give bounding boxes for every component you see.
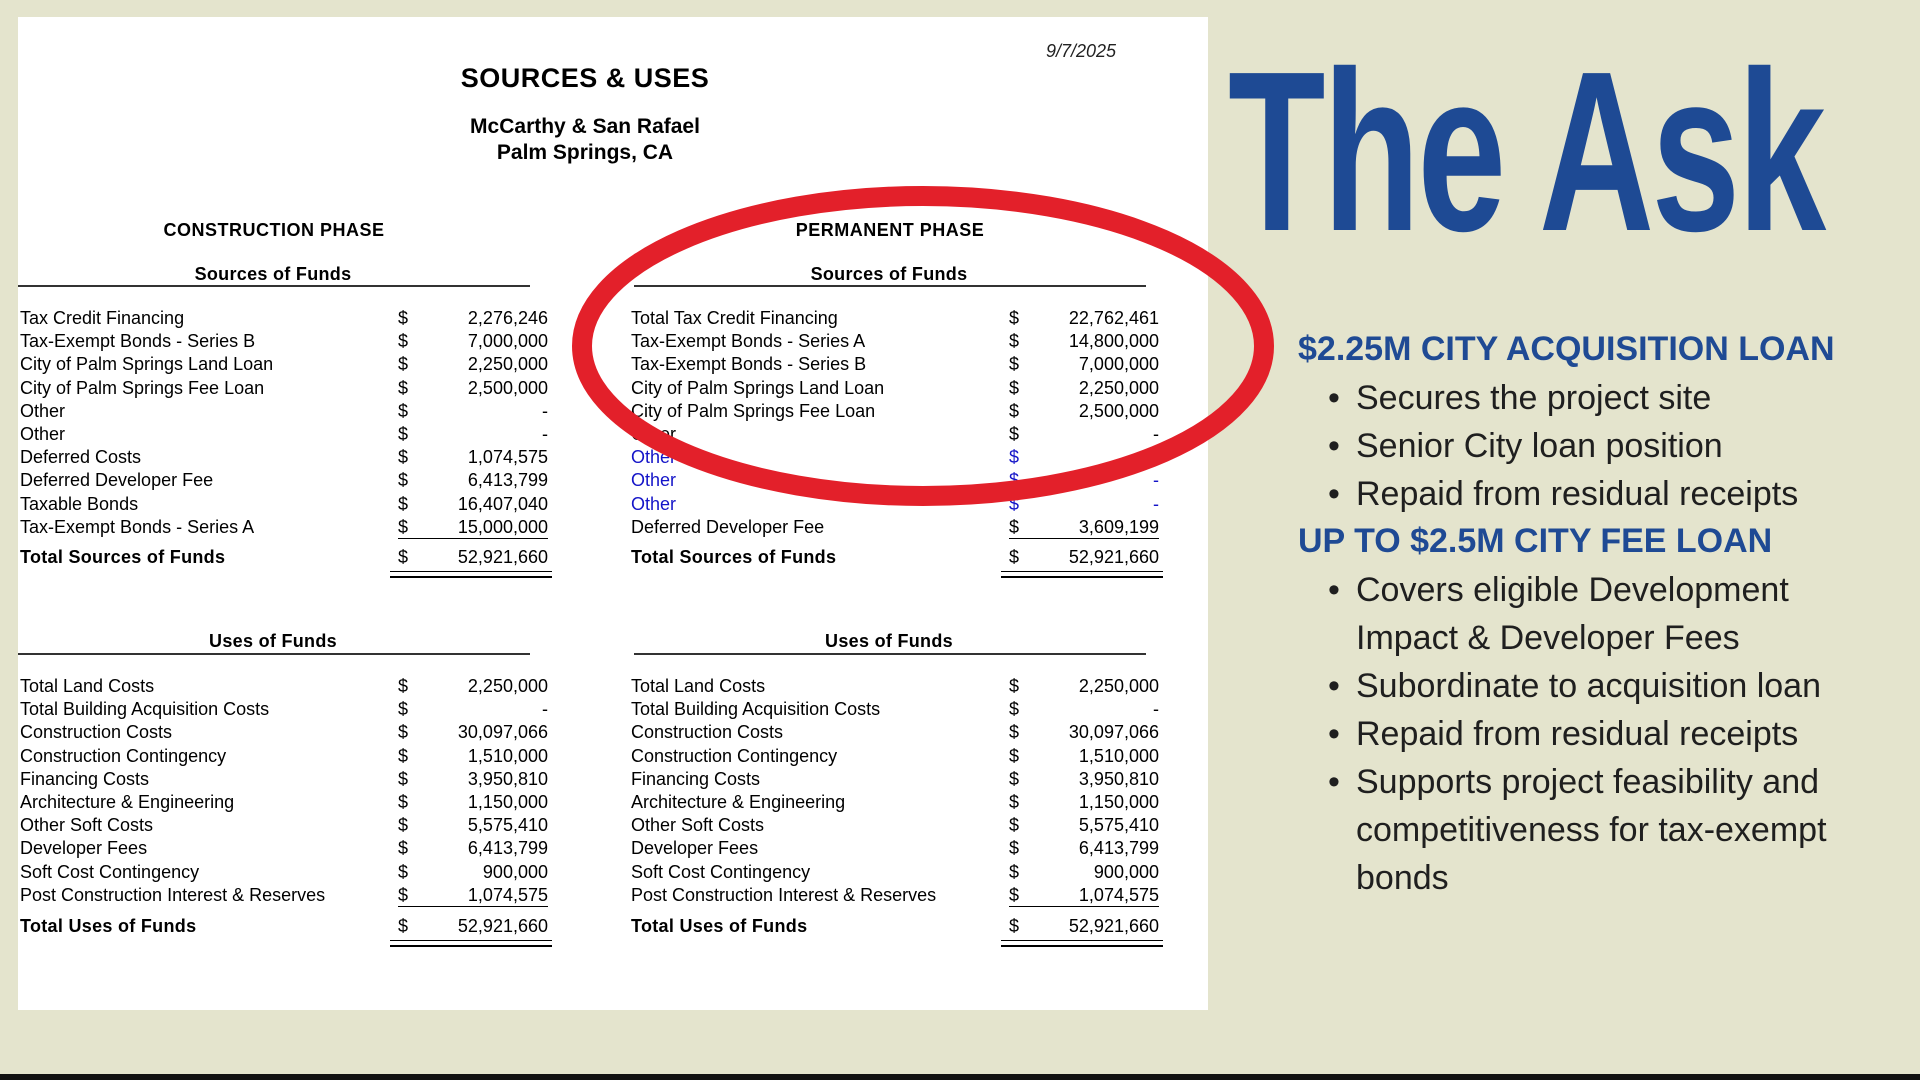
row-value: 15,000,000 <box>398 517 548 539</box>
row-label: Financing Costs <box>631 768 761 789</box>
row-value: 3,950,810 <box>1078 768 1159 789</box>
row-value: 6,413,799 <box>1078 838 1159 859</box>
row-label: Architecture & Engineering <box>631 791 846 812</box>
row-label: Tax-Exempt Bonds - Series A <box>631 331 866 352</box>
document-title: SOURCES & USES <box>460 63 710 93</box>
currency-symbol: $ <box>1009 447 1020 468</box>
bullet-item: • Secures the project site <box>1328 374 1888 422</box>
row-value: - <box>542 423 548 444</box>
row-value: 2,500,000 <box>1078 400 1159 421</box>
row-value: 6,413,799 <box>467 838 548 859</box>
row-label: Tax Credit Financing <box>20 308 185 328</box>
project-name: McCarthy & San Rafael <box>470 115 700 138</box>
currency-symbol: $ <box>398 676 409 696</box>
row-label: Post Construction Interest & Reserves <box>20 884 326 905</box>
bullet-item: • Repaid from residual receipts <box>1328 710 1888 758</box>
row-value: 6,413,799 <box>467 470 548 491</box>
row-value: 1,074,575 <box>467 447 548 468</box>
row-value: 2,250,000 <box>467 354 548 375</box>
row-value: 1,074,575 <box>398 885 548 907</box>
row-value: 5,575,410 <box>1078 815 1159 836</box>
row-value: 14,800,000 <box>1068 331 1159 352</box>
currency-symbol: $ <box>398 308 409 328</box>
currency-symbol: $ <box>1009 331 1020 352</box>
currency-symbol: $ <box>1009 354 1020 375</box>
total-value: 52,921,660 <box>457 916 548 936</box>
currency-symbol: $ <box>398 916 409 936</box>
total-label: Total Sources of Funds <box>20 547 226 567</box>
currency-symbol: $ <box>398 745 409 766</box>
row-label: Other <box>631 470 677 491</box>
row-label: City of Palm Springs Fee Loan <box>631 400 876 421</box>
row-value: - <box>542 400 548 421</box>
currency-symbol: $ <box>398 331 409 352</box>
currency-symbol: $ <box>1009 861 1020 882</box>
currency-symbol: $ <box>1009 470 1020 491</box>
total-label: Total Sources of Funds <box>631 547 837 567</box>
row-value: 1,150,000 <box>467 791 548 812</box>
currency-symbol: $ <box>398 791 409 812</box>
total-value: 52,921,660 <box>457 547 548 567</box>
row-value: 2,250,000 <box>1078 676 1159 696</box>
row-label: Architecture & Engineering <box>20 791 235 812</box>
row-value: 7,000,000 <box>467 331 548 352</box>
currency-symbol: $ <box>398 884 409 905</box>
row-label: Developer Fees <box>631 838 759 859</box>
currency-symbol: $ <box>1009 916 1020 936</box>
row-label: Total Tax Credit Financing <box>631 308 838 328</box>
bullet-dot: • <box>1328 763 1340 801</box>
currency-symbol: $ <box>1009 815 1020 836</box>
bullet-dot: • <box>1328 427 1340 465</box>
divider <box>634 653 1146 655</box>
row-label: Construction Costs <box>20 722 173 743</box>
currency-symbol: $ <box>398 815 409 836</box>
currency-symbol: $ <box>1009 745 1020 766</box>
row-value: 7,000,000 <box>1078 354 1159 375</box>
bullet-dot: • <box>1328 475 1340 513</box>
double-underline <box>1001 571 1163 578</box>
row-label: Other Soft Costs <box>631 815 765 836</box>
currency-symbol: $ <box>398 861 409 882</box>
currency-symbol: $ <box>1009 423 1020 444</box>
row-label: Tax-Exempt Bonds - Series A <box>20 516 255 537</box>
bullet-dot: • <box>1328 379 1340 417</box>
row-label: City of Palm Springs Fee Loan <box>20 377 265 398</box>
row-label: Construction Costs <box>631 722 784 743</box>
currency-symbol: $ <box>1009 400 1020 421</box>
currency-symbol: $ <box>1009 308 1020 328</box>
row-label: Developer Fees <box>20 838 148 859</box>
row-label: Deferred Developer Fee <box>20 470 214 491</box>
permanent-uses-heading: Uses of Funds <box>825 631 953 651</box>
row-value: 2,250,000 <box>467 676 548 696</box>
row-label: Construction Contingency <box>631 745 838 766</box>
row-value: 3,609,199 <box>1009 517 1159 539</box>
currency-symbol: $ <box>398 838 409 859</box>
construction-phase-title: CONSTRUCTION PHASE <box>163 220 385 240</box>
double-underline <box>390 940 552 947</box>
document-date: 9/7/2025 <box>1046 41 1117 61</box>
currency-symbol: $ <box>398 699 409 720</box>
construction-sources-total <box>20 547 580 573</box>
permanent-sources-total <box>631 547 1191 573</box>
row-label: City of Palm Springs Land Loan <box>20 354 274 375</box>
permanent-sources-heading: Sources of Funds <box>810 264 968 284</box>
currency-symbol: $ <box>398 722 409 743</box>
row-label: Soft Cost Contingency <box>631 861 811 882</box>
row-value: 2,250,000 <box>1078 377 1159 398</box>
row-label: Total Building Acquisition Costs <box>20 699 270 720</box>
row-value: 30,097,066 <box>457 722 548 743</box>
currency-symbol: $ <box>1009 768 1020 789</box>
row-label: Other <box>20 400 66 421</box>
row-label: Other Soft Costs <box>20 815 154 836</box>
acquisition-loan-heading: $2.25M CITY ACQUISITION LOAN <box>1298 330 1835 368</box>
row-value: 30,097,066 <box>1068 722 1159 743</box>
total-value: 52,921,660 <box>1068 916 1159 936</box>
row-value: 5,575,410 <box>467 815 548 836</box>
currency-symbol: $ <box>1009 493 1020 514</box>
currency-symbol: $ <box>398 447 409 468</box>
row-label: Tax-Exempt Bonds - Series B <box>20 331 256 352</box>
sources-uses-document <box>18 17 1208 1010</box>
permanent-phase-title: PERMANENT PHASE <box>795 220 985 240</box>
bullet-item: • Subordinate to acquisition loan <box>1328 662 1888 710</box>
fee-loan-heading: UP TO $2.5M CITY FEE LOAN <box>1298 522 1773 560</box>
row-label: Construction Contingency <box>20 745 227 766</box>
row-value: - <box>1153 493 1159 514</box>
row-value: 3,950,810 <box>467 768 548 789</box>
construction-uses-total <box>20 916 580 942</box>
row-value: 1,074,575 <box>1009 885 1159 907</box>
construction-sources-heading: Sources of Funds <box>194 264 352 284</box>
total-label: Total Uses of Funds <box>20 916 197 936</box>
currency-symbol: $ <box>398 470 409 491</box>
row-value: - <box>1153 447 1159 468</box>
row-label: Other <box>20 423 66 444</box>
row-value: 22,762,461 <box>1068 308 1159 328</box>
row-label: Other <box>631 447 677 468</box>
currency-symbol: $ <box>398 493 409 514</box>
currency-symbol: $ <box>1009 547 1020 567</box>
row-label: Other <box>631 493 677 514</box>
bullet-item: • Senior City loan position <box>1328 422 1888 470</box>
permanent-uses-total <box>631 916 1191 942</box>
currency-symbol: $ <box>1009 516 1020 537</box>
row-value: - <box>1153 699 1159 720</box>
row-value: 900,000 <box>1093 861 1159 882</box>
row-label: Total Land Costs <box>631 676 766 696</box>
row-label: Financing Costs <box>20 768 150 789</box>
currency-symbol: $ <box>398 547 409 567</box>
currency-symbol: $ <box>398 400 409 421</box>
row-label: City of Palm Springs Land Loan <box>631 377 885 398</box>
row-label: Other <box>631 423 677 444</box>
currency-symbol: $ <box>1009 838 1020 859</box>
row-value: 1,510,000 <box>1078 745 1159 766</box>
project-location: Palm Springs, CA <box>496 141 674 164</box>
bullet-item: • Covers eligible Development Impact & Developer Fees <box>1328 566 1858 662</box>
bullet-dot: • <box>1328 571 1340 609</box>
currency-symbol: $ <box>1009 791 1020 812</box>
slide-headline: The Ask <box>1228 25 1824 279</box>
row-value: 2,276,246 <box>467 308 548 328</box>
row-value: 2,500,000 <box>467 377 548 398</box>
row-label: Soft Cost Contingency <box>20 861 200 882</box>
currency-symbol: $ <box>1009 884 1020 905</box>
double-underline <box>390 571 552 578</box>
total-label: Total Uses of Funds <box>631 916 808 936</box>
total-value: 52,921,660 <box>1068 547 1159 567</box>
currency-symbol: $ <box>1009 377 1020 398</box>
currency-symbol: $ <box>398 516 409 537</box>
currency-symbol: $ <box>398 354 409 375</box>
bullet-item: • Repaid from residual receipts <box>1328 470 1888 518</box>
row-label: Tax-Exempt Bonds - Series B <box>631 354 867 375</box>
divider <box>634 285 1146 287</box>
currency-symbol: $ <box>398 423 409 444</box>
row-value: 1,510,000 <box>467 745 548 766</box>
currency-symbol: $ <box>398 768 409 789</box>
row-value: - <box>1153 470 1159 491</box>
currency-symbol: $ <box>398 377 409 398</box>
bullet-item: • Supports project feasibility and competitiveness for tax-exempt bonds <box>1328 758 1868 902</box>
row-label: Total Land Costs <box>20 676 155 696</box>
construction-uses-heading: Uses of Funds <box>209 631 337 651</box>
divider <box>18 653 530 655</box>
currency-symbol: $ <box>1009 676 1020 696</box>
row-label: Deferred Costs <box>20 447 142 468</box>
row-label: Taxable Bonds <box>20 493 139 514</box>
currency-symbol: $ <box>1009 699 1020 720</box>
row-value: 1,150,000 <box>1078 791 1159 812</box>
row-label: Total Building Acquisition Costs <box>631 699 881 720</box>
row-value: 16,407,040 <box>457 493 548 514</box>
bottom-bar <box>0 1074 1920 1080</box>
currency-symbol: $ <box>1009 722 1020 743</box>
row-label: Deferred Developer Fee <box>631 516 825 537</box>
row-label: Post Construction Interest & Reserves <box>631 884 937 905</box>
bullet-dot: • <box>1328 667 1340 705</box>
divider <box>18 285 530 287</box>
row-value: - <box>1153 423 1159 444</box>
row-value: 900,000 <box>482 861 548 882</box>
double-underline <box>1001 940 1163 947</box>
bullet-dot: • <box>1328 715 1340 753</box>
row-value: - <box>542 699 548 720</box>
